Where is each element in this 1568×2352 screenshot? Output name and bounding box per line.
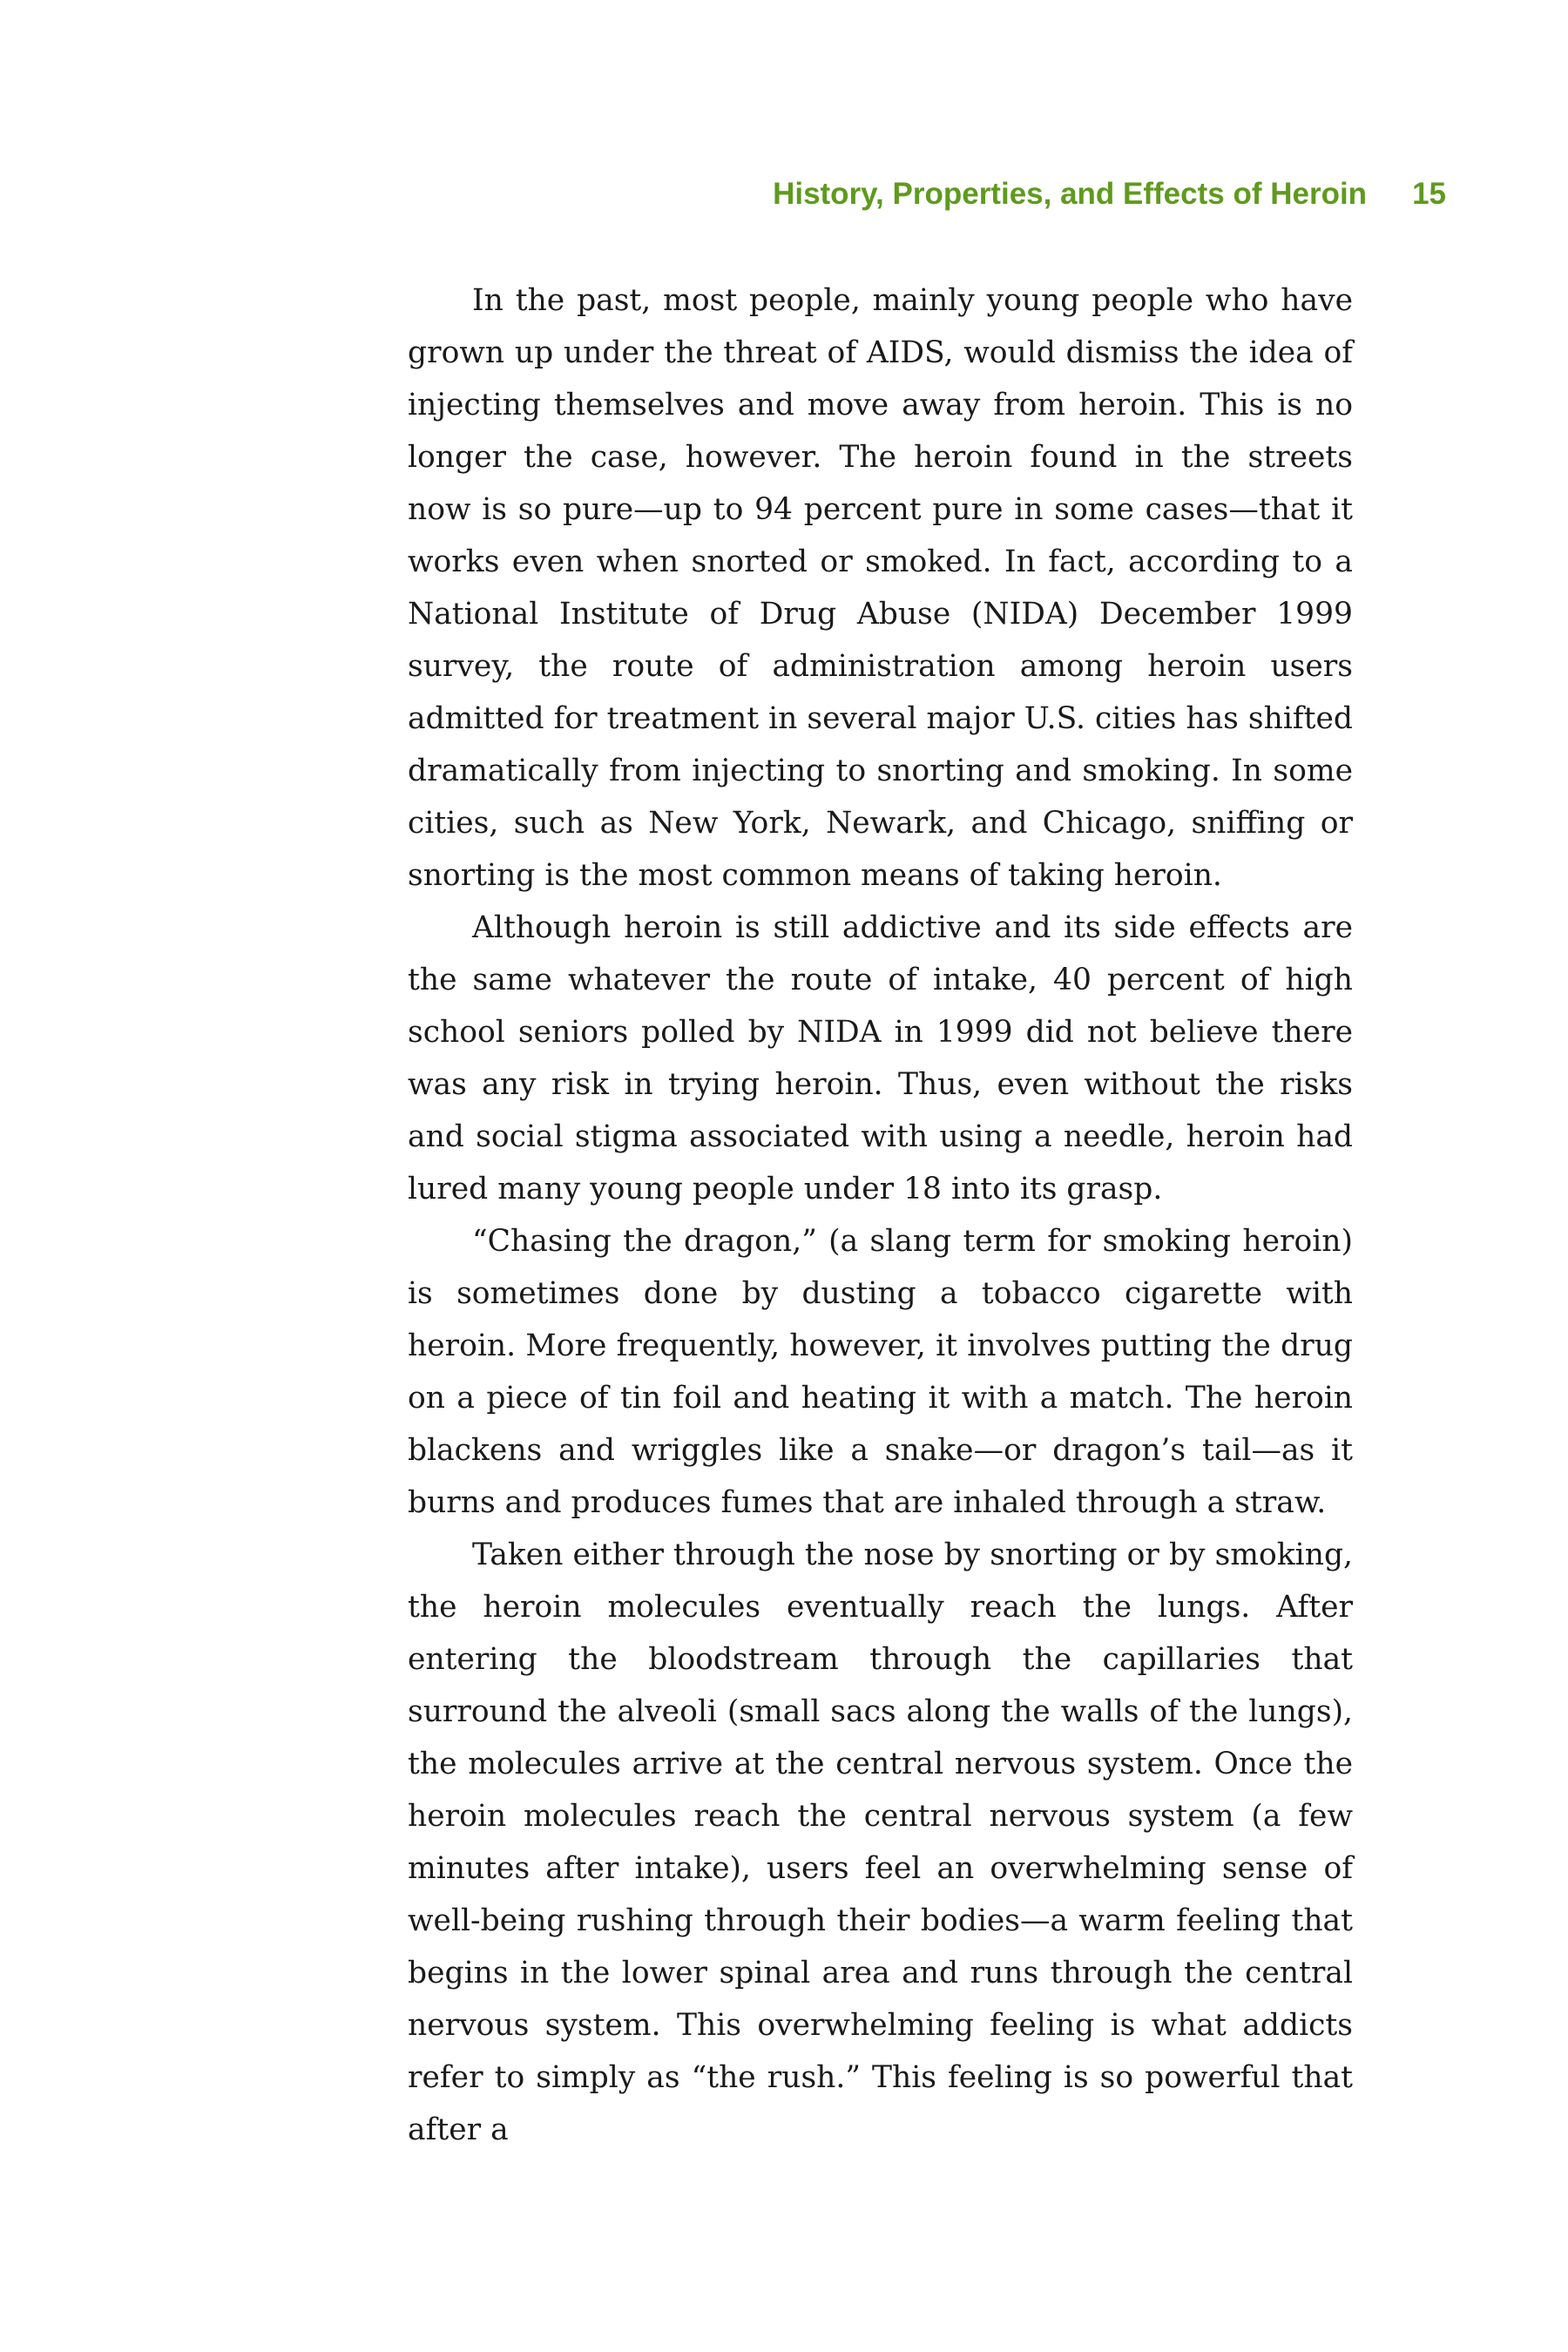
- chapter-title: History, Properties, and Effects of Heroin: [773, 177, 1368, 211]
- paragraph: Taken either through the nose by snorting or by smoking, the heroin molecules eventually reach the lungs. After entering the bloodstream through the capillaries that surround the alveoli (small sacs along the walls of the lungs), the molecules arrive at the central nervous system. Once the heroin molecules reach the central nervous system (a few minutes after intake), users feel an overwhelming sense of well-being rushing through their bodies—a warm feeling that begins in the lower spinal area and runs through the central nervous system. This overwhelming feeling is what addicts refer to simply as “the rush.” This feeling is so powerful that after a: [408, 1538, 1353, 2147]
- page-number: 15: [1412, 177, 1446, 211]
- running-head: [610, 168, 1446, 220]
- body-text: [408, 274, 1353, 2156]
- paragraph: “Chasing the dragon,” (a slang term for smoking heroin) is sometimes done by dusting a tobacco cigarette with heroin. More frequently, however, it involves putting the drug on a piece of tin foil and heating it with a match. The heroin blackens and wriggles like a snake—or dragon’s tail—as it burns and produces fumes that are inhaled through a straw.: [408, 1224, 1353, 1520]
- paragraph: Although heroin is still addictive and its side effects are the same whatever the route of intake, 40 percent of high school seniors polled by NIDA in 1999 did not believe there was any risk in trying heroin. Thus, even without the risks and social stigma associated with using a needle, heroin had lured many young people under 18 into its grasp.: [408, 910, 1353, 1206]
- paragraph: In the past, most people, mainly young people who have grown up under the threat of AIDS, would dismiss the idea of injecting themselves and move away from heroin. This is no longer the case, however. The heroin found in the streets now is so pure—up to 94 percent pure in some cases—that it works even when snorted or smoked. In fact, according to a National Institute of Drug Abuse (NIDA) December 1999 survey, the route of administration among heroin users admitted for treatment in several major U.S. cities has shifted dramatically from injecting to snorting and smoking. In some cities, such as New York, Newark, and Chicago, sniffing or snorting is the most common means of taking heroin.: [408, 283, 1353, 893]
